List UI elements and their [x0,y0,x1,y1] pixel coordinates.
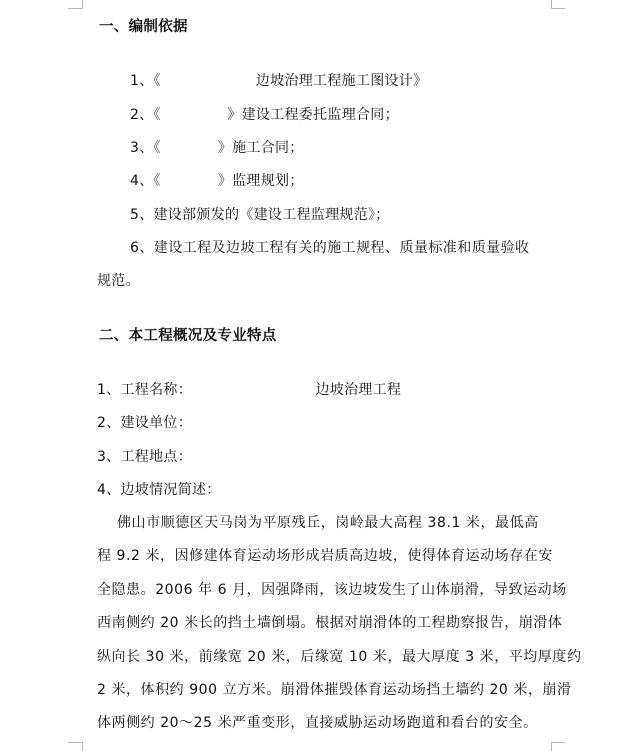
crop-mark [82,0,83,9]
paragraph-line: 全隐患。2006 年 6 月，因强降雨，该边坡发生了山体崩滑，导致运动场 [97,582,567,598]
crop-mark [68,8,82,9]
paragraph-line: 体两侧约 20～25 米严重变形，直接威胁运动场跑道和看台的安全。 [97,715,538,731]
paragraph-line: 西南侧约 20 米长的挡土墙倒塌。根据对崩滑体的工程勘察报告，崩滑体 [97,615,563,631]
list-item: 5、建设部颁发的《建设工程监理规范》； [130,207,390,223]
section-heading-overview: 二、本工程概况及专业特点 [99,328,277,344]
section-heading-basis: 一、编制依据 [99,19,188,35]
list-item: 6、建设工程及边坡工程有关的施工规程、质量标准和质量验收 [130,240,530,256]
paragraph-line: 佛山市顺德区天马岗为平原残丘，岗岭最大高程 38.1 米，最低高 [97,515,539,531]
paragraph-line: 2 米，体积约 900 立方米。崩滑体摧毁体育运动场挡土墙约 20 米，崩滑 [97,682,572,698]
list-item: 4、《 》监理规划； [130,173,304,189]
list-item: 1、《 边坡治理工程施工图设计》 [130,73,428,89]
paragraph-line: 程 9.2 米，因修建体育运动场形成岩质高边坡，使得体育运动场存在安 [97,548,553,564]
crop-mark [551,742,565,743]
list-item: 1、工程名称： 边坡治理工程 [97,382,402,398]
crop-mark [551,742,552,751]
list-item-continuation: 规范。 [97,273,140,289]
crop-mark [68,742,82,743]
list-item: 2、建设单位： [97,415,193,431]
crop-mark [551,0,552,9]
list-item: 3、《 》施工合同； [130,140,304,156]
list-item: 2、《 》建设工程委托监理合同； [130,107,399,123]
paragraph-line: 纵向长 30 米，前缘宽 20 米，后缘宽 10 米，最大厚度 3 米，平均厚度约 [97,649,582,665]
list-item: 3、工程地点： [97,449,193,465]
list-item: 4、边坡情况简述： [97,482,221,498]
crop-mark [551,8,565,9]
crop-mark [82,742,83,751]
